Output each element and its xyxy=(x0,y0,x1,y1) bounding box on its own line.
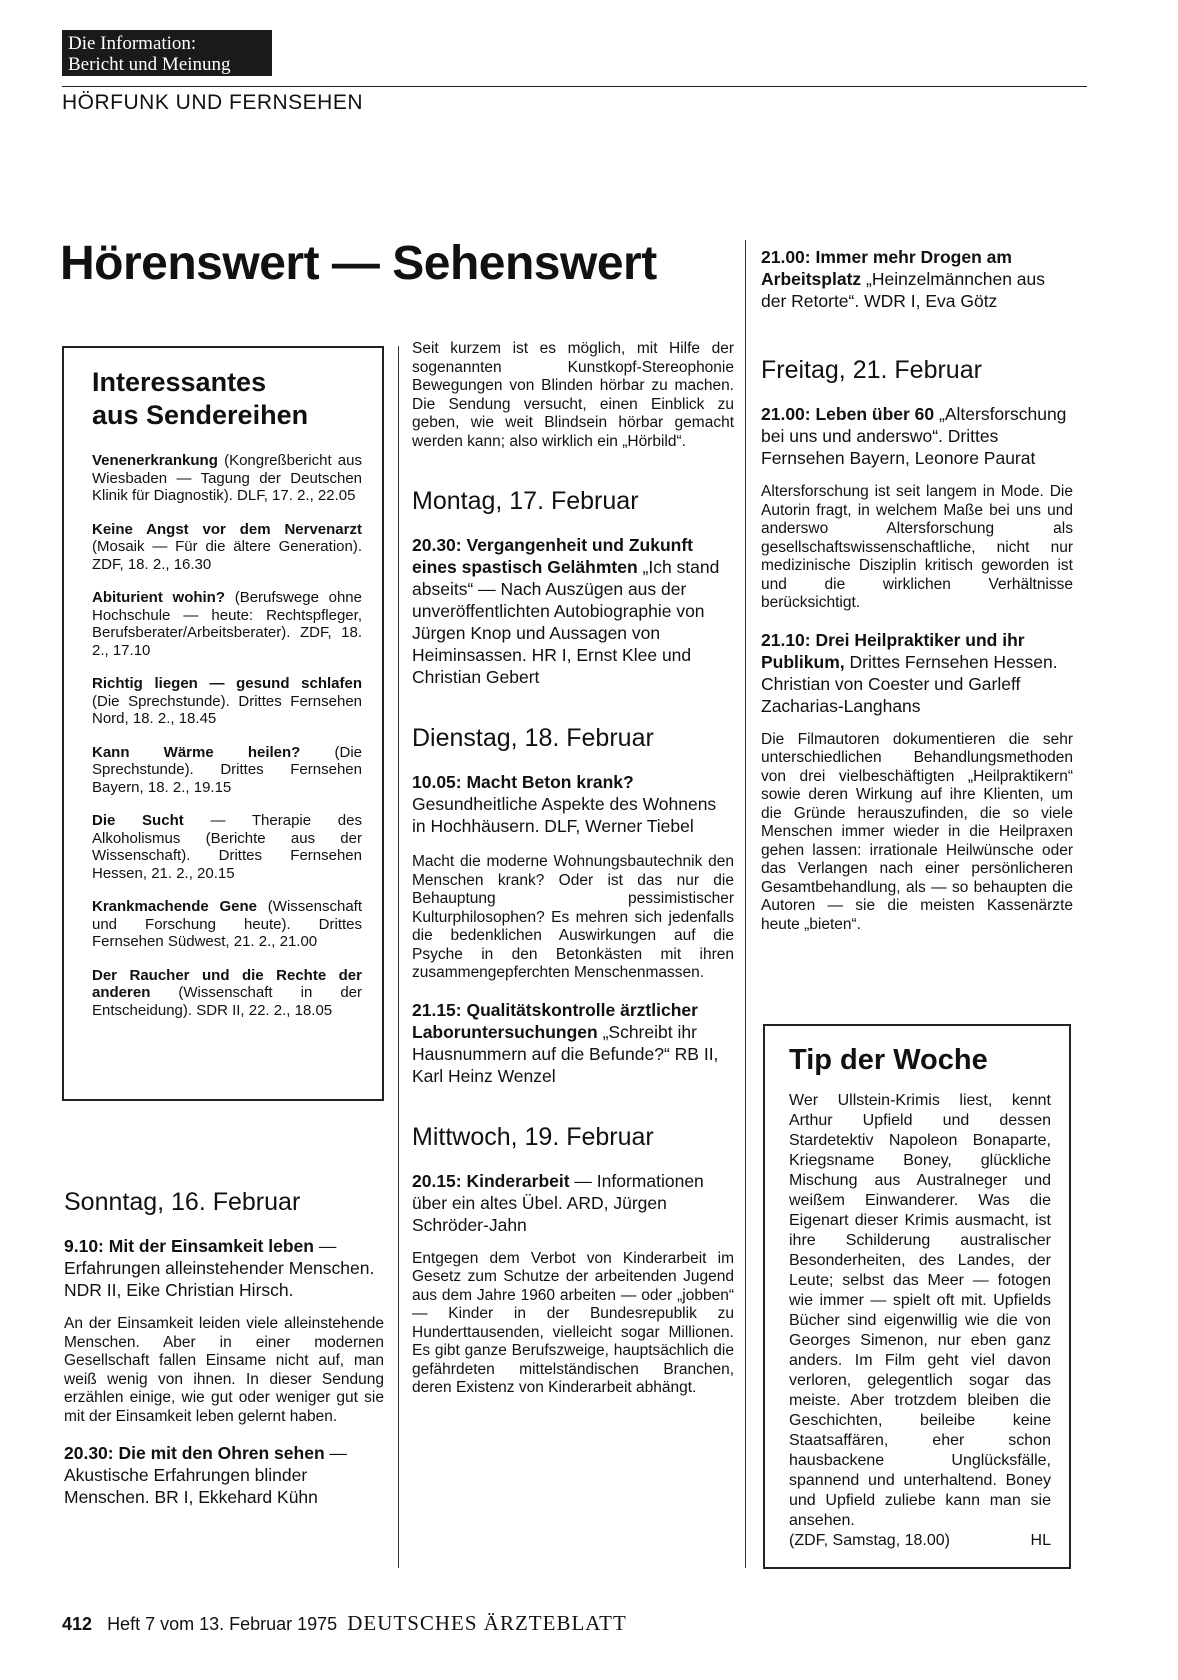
program-entry: 21.15: Qualitätskontrolle ärztlicher Laboruntersuchungen „Schreibt ihr Hausnummern auf die Befunde?“ RB II, Karl Heinz Wenzel xyxy=(412,999,719,1086)
day-heading-sunday: Sonntag, 16. Februar xyxy=(64,1188,301,1216)
series-item: Abiturient wohin? (Berufswege ohne Hochschule — heute: Rechtspfleger, Berufsberater/Arbeitsberater). ZDF, 18. 2., 17.10 xyxy=(92,589,362,659)
program-entry: 21.00: Leben über 60 „Altersforschung bei uns und anderswo“. Drittes Fernsehen Bayern, Leonore Paurat xyxy=(761,404,1067,468)
column-divider-1 xyxy=(398,346,399,1568)
section-label: HÖRFUNK UND FERNSEHEN xyxy=(62,91,364,114)
program-description: Macht die moderne Wohnungsbautechnik den Menschen krank? Oder ist das nur die Behauptung pessimistischer Kulturphilosophen? Es mehren sich jedenfalls die bedenklichen Auswirkungen auf die Psyche in den Betonkästen mit ihren zusammengepferchten Menschenmassen. xyxy=(412,853,734,981)
program-entry: 20.30: Vergangenheit und Zukunft eines spastisch Gelähmten „Ich stand abseits“ — Nach Auszügen aus der unveröffentlichten Autobiographie von Jürgen Knop und Aussagen von Heiminsassen. HR I, Ernst Klee und Christian Gebert xyxy=(412,535,720,687)
badge-line-2: Bericht und Meinung xyxy=(68,54,231,75)
tip-text: Wer Ullstein-Krimis liest, kennt Arthur Upfield und dessen Stardetektiv Napoleon Bonaparte, Kriegsname Boney, glückliche Mischung aus Australneger und weißem Einwanderer. Was die Eigenart dieser Krimis ausmacht, ist ihre Schilderung australischer Besonderheiten, des Landes, der Leute; selbst das Meer — fotogen wie immer — spielt oft mit. Upfields Bücher sind eigenwillig wie die von Georges Simenon, nur eben ganz anders. Im Film geht viel davon verloren, gelegentlich sogar das meiste. Aber trotzdem bleiben die Geschichten, beileibe keine Staatsaffären, eher schon hausbackene Unglücksfälle, spannend und unterhaltend. Boney und Upfield zuliebe kann man sie ansehen. xyxy=(789,1092,1051,1529)
series-item: Richtig liegen — gesund schlafen (Die Sprechstunde). Drittes Fernsehen Nord, 18. 2., 18.45 xyxy=(92,675,362,727)
program-entry: 20.30: Die mit den Ohren sehen — Akustische Erfahrungen blinder Menschen. BR I, Ekkehard Kühn xyxy=(64,1443,348,1507)
badge-line-1: Die Information: xyxy=(68,33,197,54)
column-middle xyxy=(412,340,734,1398)
program-description: Entgegen dem Verbot von Kinderarbeit im Gesetz zum Schutze der arbeitenden Jugend aus dem Jahre 1960 arbeiten — oder „jobben“ — Kinder in der Bundesrepublik zu Hunderttausenden, vielleicht sogar Millionen. Es gibt ganze Berufszweige, hauptsächlich die gefährdeten mittelständischen Branchen, deren Existenz von Kinderarbeit abhängt. xyxy=(412,1249,734,1396)
series-item: Keine Angst vor dem Nervenarzt (Mosaik — Für die ältere Generation). ZDF, 18. 2., 16.30 xyxy=(92,520,362,573)
program-entry: 9.10: Mit der Einsamkeit leben — Erfahrungen alleinstehender Menschen. NDR II, Eike Christian Hirsch. xyxy=(64,1236,375,1300)
column-divider-2 xyxy=(745,240,746,1568)
header-rule xyxy=(62,86,1087,87)
program-description: Altersforschung ist seit langem in Mode. Die Autorin fragt, in welchem Maße bei uns und anderswo Altersforschung als gesellschaftswissenschaftliche, nicht nur medizinische Disziplin kritisch geworden ist und die wirklichen Verhältnisse berücksichtigt. xyxy=(761,483,1073,611)
tip-source: (ZDF, Samstag, 18.00) xyxy=(789,1532,950,1549)
program-entry: 21.00: Immer mehr Drogen am Arbeitsplatz „Heinzelmännchen aus der Retorte“. WDR I, Eva Götz xyxy=(761,247,1046,311)
series-box xyxy=(62,346,384,1101)
day-heading-friday: Freitag, 21. Februar xyxy=(761,356,982,384)
column-sunday xyxy=(64,1188,384,1508)
program-entry: 21.10: Drei Heilpraktiker und ihr Publikum, Drittes Fernsehen Hessen. Christian von Coester und Garleff Zacharias-Langhans xyxy=(761,629,1058,716)
tip-box xyxy=(763,1024,1071,1569)
program-description: Seit kurzem ist es möglich, mit Hilfe der sogenannten Kunstkopf-Stereophonie Bewegungen von Blinden hörbar zu machen. Die Sendung versucht, einen Einblick zu geben, wie weit Blindsein hörbar gemacht werden kann; also wirklich ein „Hörbild“. xyxy=(412,340,734,450)
tip-initials: HL xyxy=(1030,1532,1051,1549)
series-item: Krankmachende Gene (Wissenschaft und Forschung heute). Drittes Fernsehen Südwest, 21. 2., 21.00 xyxy=(92,898,362,950)
day-heading-monday: Montag, 17. Februar xyxy=(412,487,639,515)
program-description: An der Einsamkeit leiden viele alleinstehende Menschen. Aber in einer modernen Gesellschaft fallen Einsame nicht auf, man weiß wenig von ihnen. In dieser Sendung erzählen einige, wie gut oder weniger gut sie mit der Einsamkeit leben gelernt haben. xyxy=(64,1315,384,1425)
tip-title: Tip der Woche xyxy=(789,1044,988,1076)
page-headline: Hörenswert — Sehenswert xyxy=(60,237,657,290)
publication-badge xyxy=(62,30,272,76)
program-entry: 20.15: Kinderarbeit — Informationen über ein altes Übel. ARD, Jürgen Schröder-Jahn xyxy=(412,1170,704,1235)
day-heading-tuesday: Dienstag, 18. Februar xyxy=(412,724,654,752)
series-item: Der Raucher und die Rechte der anderen (Wissenschaft in der Entscheidung). SDR II, 22. 2., 18.05 xyxy=(92,966,362,1019)
series-item: Kann Wärme heilen? (Die Sprechstunde). Drittes Fernsehen Bayern, 18. 2., 19.15 xyxy=(92,743,363,796)
series-item: Die Sucht — Therapie des Alkoholismus (Berichte aus der Wissenschaft). Drittes Fernsehen Hessen, 21. 2., 20.15 xyxy=(92,812,362,882)
journal-name: DEUTSCHES ÄRZTEBLATT xyxy=(347,1611,627,1635)
series-box-title: Interessantes aus Sendereihen xyxy=(92,367,309,430)
tip-credit xyxy=(789,1531,1051,1551)
page-footer xyxy=(62,1611,627,1636)
page-number: 412 xyxy=(62,1614,93,1634)
program-description: Die Filmautoren dokumentieren die sehr unterschiedlichen Behandlungsmethoden von drei vielbeschäftigten „Heilpraktikern“ sowie deren Wirkung auf ihre Klienten, um die Gründe herauszufinden, die so viele Menschen immer wieder in die Heilpraxen gehen lassen: irrationale Heilwünsche oder das Verlangen nach einer persönlicheren Gesamtbehandlung, als — so behaupten die Autoren — sie die meisten Kassenärzte heute „bieten“. xyxy=(761,730,1073,933)
series-item: Venenerkrankung (Kongreßbericht aus Wiesbaden — Tagung der Deutschen Klinik für Diagnostik). DLF, 17. 2., 22.05 xyxy=(92,452,362,504)
day-heading-wednesday: Mittwoch, 19. Februar xyxy=(412,1122,654,1151)
column-right xyxy=(761,246,1073,934)
program-entry: 10.05: Macht Beton krank? Gesundheitliche Aspekte des Wohnens in Hochhäusern. DLF, Werner Tiebel xyxy=(412,772,717,836)
issue-info: Heft 7 vom 13. Februar 1975 xyxy=(107,1614,338,1634)
